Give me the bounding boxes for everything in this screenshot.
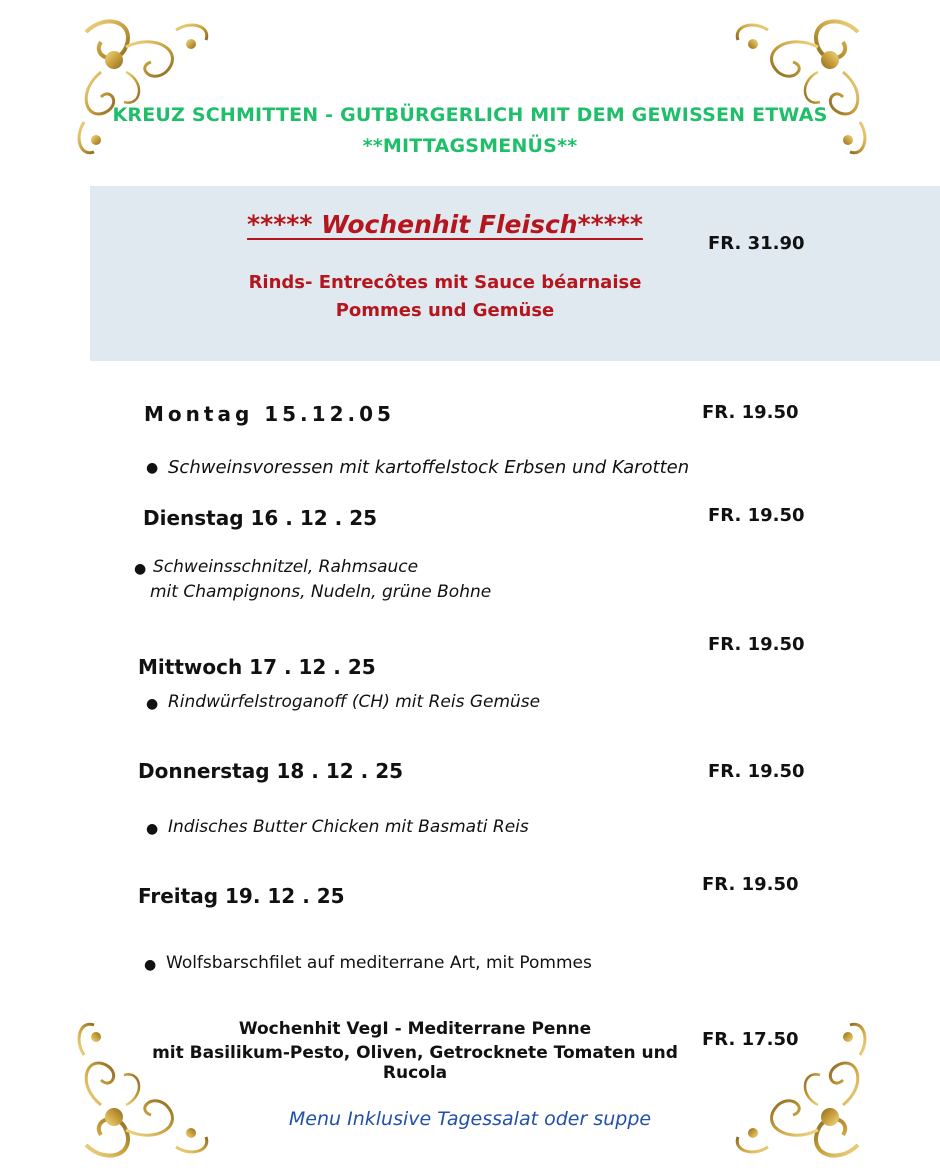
bullet-icon: ● (146, 460, 159, 476)
vegi-line1: Wochenhit VegI - Mediterrane Penne (238, 1019, 592, 1039)
dish-monday: Schweinsvoressen mit kartoffelstock Erbsen und Karotten (168, 457, 690, 478)
price-wednesday: FR. 19.50 (708, 634, 805, 655)
dish-wednesday: Rindwürfelstroganoff (CH) mit Reis Gemüse (168, 692, 541, 712)
vegi-line2: mit Basilikum-Pesto, Oliven, Getrocknete Tomaten und Rucola (152, 1043, 678, 1083)
wochenhit-title: ***** Wochenhit Fleisch***** (247, 210, 643, 239)
day-label-tuesday: Dienstag 16 . 12 . 25 (143, 506, 378, 530)
wochenhit-dish-line2: Pommes und Gemüse (335, 300, 555, 321)
dish-tuesday-line1: Schweinsschnitzel, Rahmsauce (153, 557, 419, 577)
day-label-thursday: Donnerstag 18 . 12 . 25 (138, 759, 404, 783)
dish-friday: Wolfsbarschfilet auf mediterrane Art, mit Pommes (166, 953, 592, 973)
day-label-friday: Freitag 19. 12 . 25 (138, 884, 345, 908)
bullet-icon: ● (146, 696, 159, 712)
bullet-icon: ● (134, 561, 147, 577)
price-monday: FR. 19.50 (702, 402, 799, 423)
menu-footer-note: Menu Inklusive Tagessalat oder suppe (288, 1108, 652, 1130)
wochenhit-dish-line1: Rinds- Entrecôtes mit Sauce béarnaise (248, 272, 642, 293)
price-tuesday: FR. 19.50 (708, 505, 805, 526)
restaurant-title: KREUZ SCHMITTEN - GUTBÜRGERLICH MIT DEM GEWISSEN ETWAS (112, 104, 828, 126)
bullet-icon: ● (146, 821, 159, 837)
vegi-price: FR. 17.50 (702, 1029, 799, 1050)
day-label-wednesday: Mittwoch 17 . 12 . 25 (138, 655, 376, 679)
price-thursday: FR. 19.50 (708, 761, 805, 782)
gold-scroll-ornament-bottom-right (688, 975, 878, 1165)
dish-thursday: Indisches Butter Chicken mit Basmati Reis (168, 817, 529, 837)
menu-subtitle: **MITTAGSMENÜS** (362, 135, 578, 157)
wochenhit-price: FR. 31.90 (708, 233, 805, 254)
price-friday: FR. 19.50 (702, 874, 799, 895)
day-label-monday: Montag 15.12.05 (144, 402, 395, 426)
bullet-icon: ● (144, 957, 157, 973)
dish-tuesday-line2: mit Champignons, Nudeln, grüne Bohne (150, 582, 492, 602)
